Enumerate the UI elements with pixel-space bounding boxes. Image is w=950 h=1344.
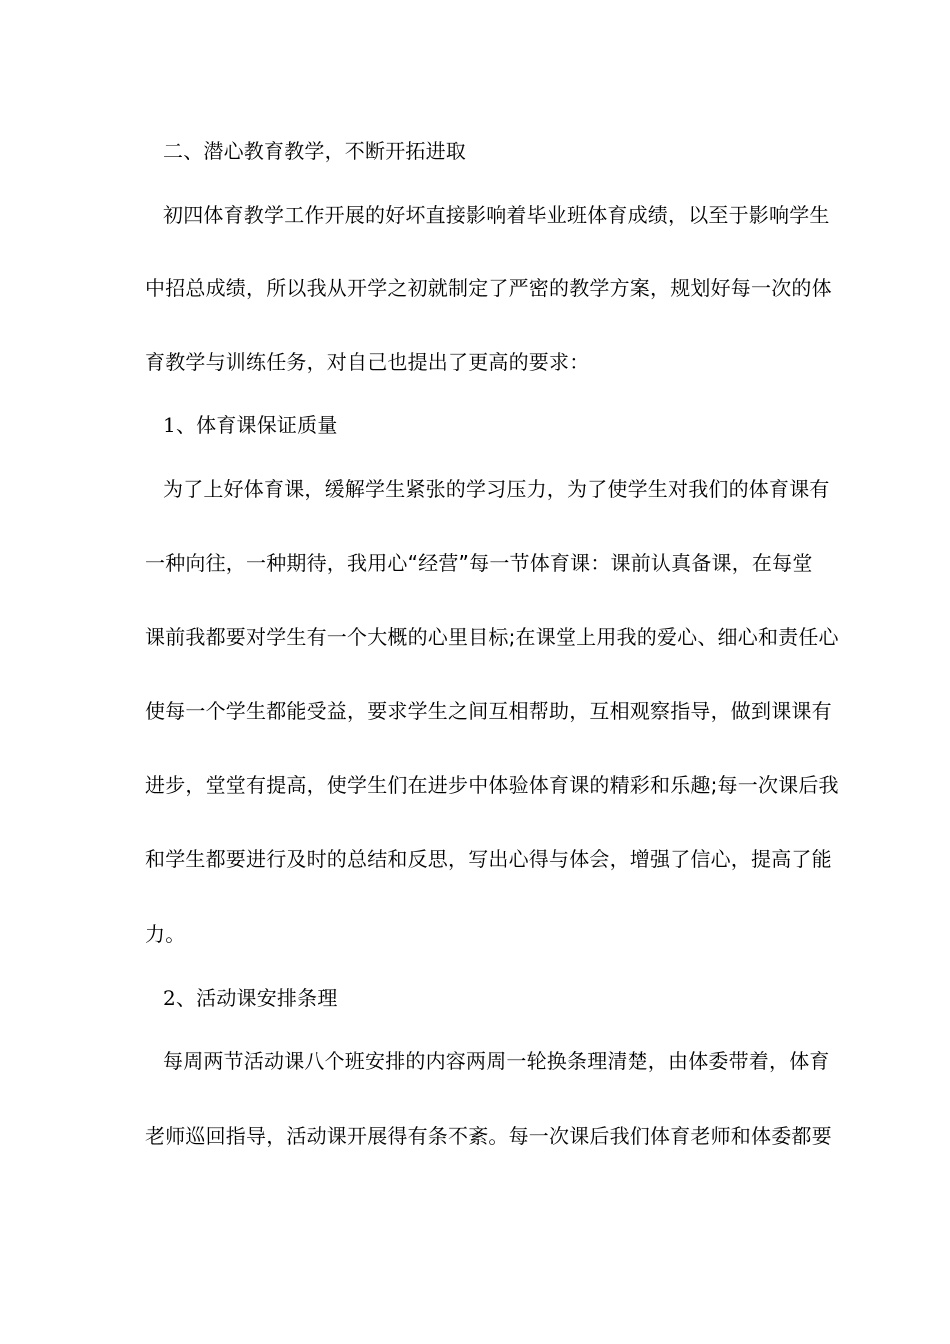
- item-1-number: 1: [163, 413, 176, 437]
- item-1-line-3: 课前我都要对学生有一个大概的心里目标;在课堂上用我的爱心、细心和责任心: [145, 625, 839, 649]
- item-1-heading: [163, 411, 823, 439]
- section-heading: 二、潜心教育教学，不断开拓进取: [163, 139, 466, 163]
- item-1-line-2: 一种向往，一种期待，我用心“经营”每一节体育课：课前认真备课，在每堂: [145, 551, 813, 575]
- paragraph-1-line-3: 育教学与训练任务，对自己也提出了更高的要求：: [145, 350, 590, 374]
- paragraph-1-line-1: 初四体育教学工作开展的好坏直接影响着毕业班体育成绩，以至于影响学生: [163, 203, 830, 227]
- item-1-line-5: 进步，堂堂有提高，使学生们在进步中体验体育课的精彩和乐趣;每一次课后我: [145, 773, 839, 797]
- item-2-line-1: 每周两节活动课八个班安排的内容两周一轮换条理清楚，由体委带着，体育: [163, 1049, 830, 1073]
- item-1-line-4: 使每一个学生都能受益，要求学生之间互相帮助，互相观察指导，做到课课有: [145, 699, 832, 723]
- item-2-title: 、活动课安排条理: [175, 986, 338, 1010]
- item-2-line-2: 老师巡回指导，活动课开展得有条不紊。每一次课后我们体育老师和体委都要: [145, 1124, 832, 1148]
- paragraph-1-line-2: 中招总成绩，所以我从开学之初就制定了严密的教学方案，规划好每一次的体: [145, 276, 832, 300]
- item-2-heading: [163, 984, 823, 1012]
- item-1-title: 、体育课保证质量: [175, 413, 338, 437]
- item-1-line-6: 和学生都要进行及时的总结和反思，写出心得与体会，增强了信心，提高了能: [145, 847, 832, 871]
- item-1-line-7: 力。: [145, 922, 186, 946]
- item-2-number: 2: [163, 986, 176, 1010]
- item-1-line-1: 为了上好体育课，缓解学生紧张的学习压力，为了使学生对我们的体育课有: [163, 477, 830, 501]
